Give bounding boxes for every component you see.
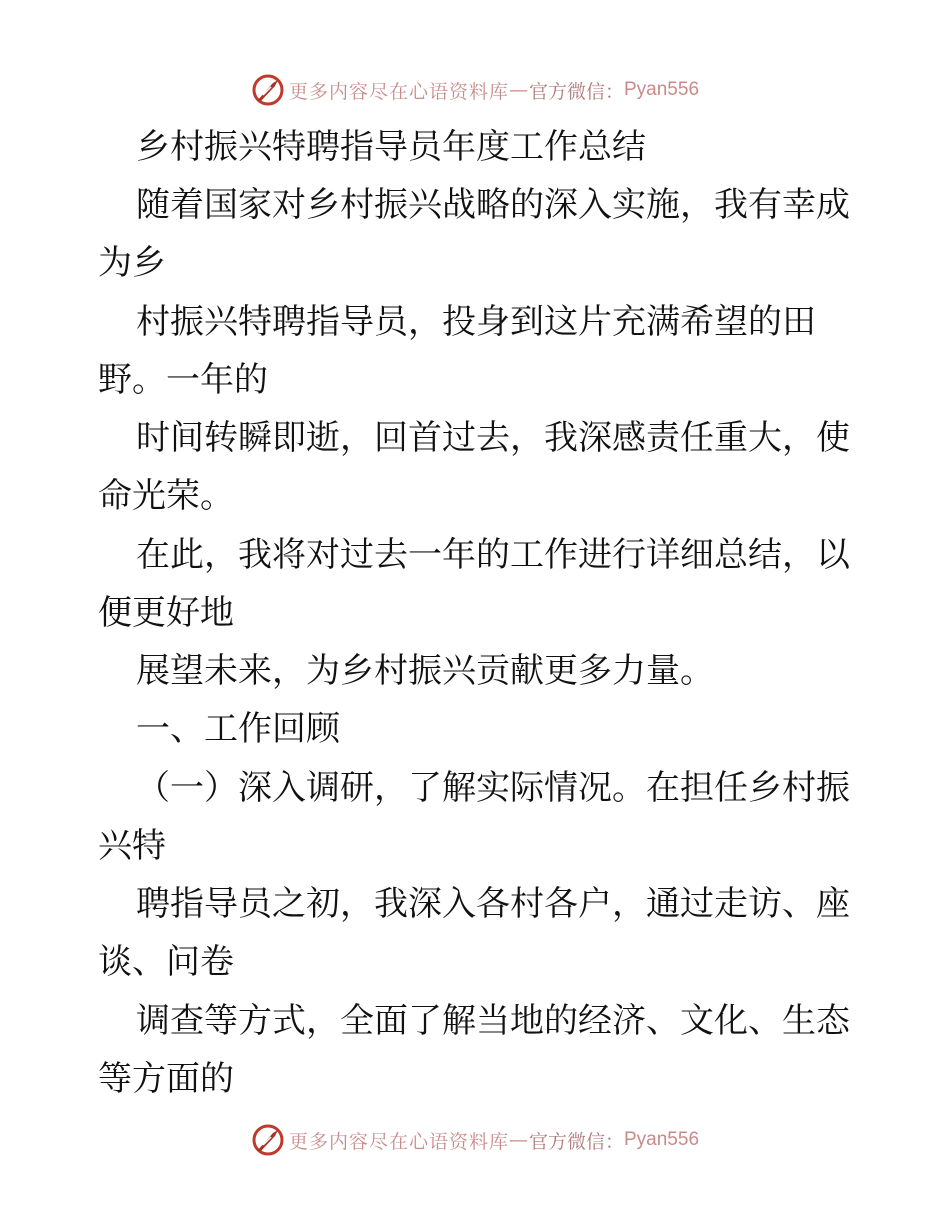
footer-watermark [0, 1120, 950, 1160]
quill-logo-icon [251, 73, 285, 107]
text-line: 村振兴特聘指导员，投身到这片充满希望的田 [136, 302, 816, 342]
section-heading: 一、工作回顾 [136, 709, 340, 749]
watermark-text: 更多内容尽在心语资料库 [288, 80, 509, 103]
text-line: 命光荣。 [98, 476, 234, 516]
text-line: 调查等方式，全面了解当地的经济、文化、生态 [136, 1001, 850, 1041]
text-line: 展望未来，为乡村振兴贡献更多力量。 [136, 651, 714, 691]
document-title: 乡村振兴特聘指导员年度工作总结 [136, 127, 646, 167]
text-line: 随着国家对乡村振兴战略的深入实施，我有幸成 [136, 185, 850, 225]
watermark-text: 更多内容尽在心语资料库 [288, 1130, 509, 1153]
watermark-wechat-label: 官方微信： [528, 80, 624, 103]
text-line: 时间转瞬即逝，回首过去，我深感责任重大，使 [136, 418, 850, 458]
text-line: 为乡 [98, 243, 166, 283]
text-line: 在此，我将对过去一年的工作进行详细总结，以 [136, 535, 850, 575]
text-line: （一）深入调研，了解实际情况。在担任乡村振 [136, 768, 850, 808]
quill-logo-icon [251, 1123, 285, 1157]
watermark-wechat-label: 官方微信： [528, 1130, 624, 1153]
header-watermark [0, 70, 950, 110]
watermark-dash: — [508, 79, 529, 101]
text-line: 便更好地 [98, 593, 234, 633]
watermark-dash: — [508, 1129, 529, 1151]
text-line: 聘指导员之初，我深入各村各户，通过走访、座 [136, 884, 850, 924]
text-line: 等方面的 [98, 1059, 234, 1099]
watermark-wechat-id: Pyan556 [624, 79, 700, 100]
text-line: 谈、问卷 [98, 942, 234, 982]
text-line: 兴特 [98, 826, 166, 866]
watermark-wechat-id: Pyan556 [624, 1129, 700, 1150]
text-line: 野。一年的 [98, 360, 268, 400]
